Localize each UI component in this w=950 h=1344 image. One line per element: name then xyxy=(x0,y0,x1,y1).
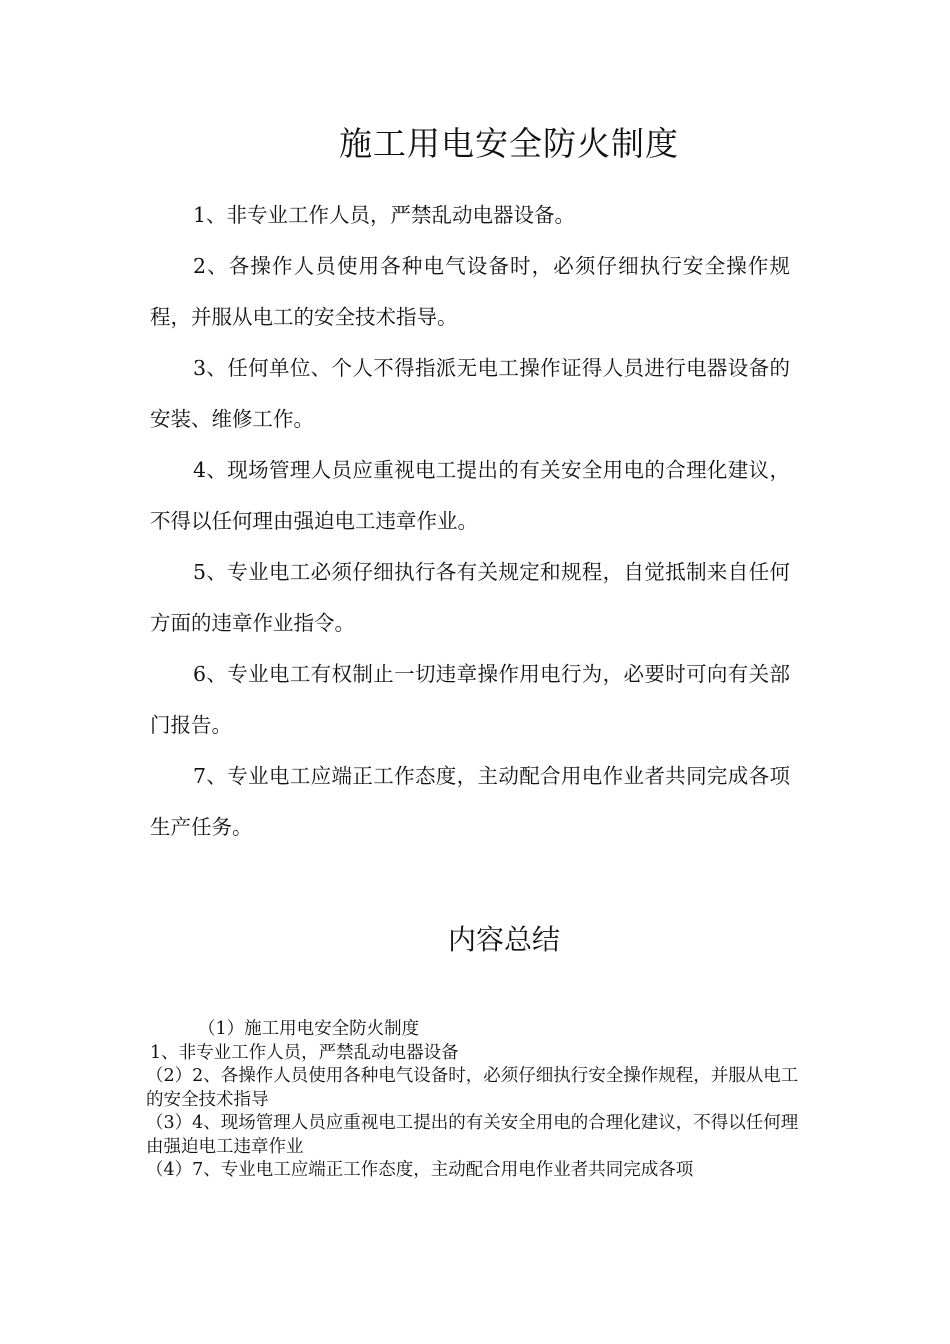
summary-line-3: （2）2、各操作人员使用各种电气设备时，必须仔细执行安全操作规程，并服从电工的安全技术指导 xyxy=(146,1066,799,1110)
rule-item-3: 3、任何单位、个人不得指派无电工操作证得人员进行电器设备的安装、维修工作。 xyxy=(150,356,790,431)
rule-item-4: 4、现场管理人员应重视电工提出的有关安全用电的合理化建议，不得以任何理由强迫电工违章作业。 xyxy=(150,458,790,533)
summary-line-5: （4）7、专业电工应端正工作态度，主动配合用电作业者共同完成各项 xyxy=(146,1160,694,1180)
summary-line-2: 1、非专业工作人员，严禁乱动电器设备 xyxy=(150,1042,459,1063)
rule-item-5: 5、专业电工必须仔细执行各有关规定和规程，自觉抵制来自任何方面的违章作业指令。 xyxy=(150,560,790,635)
summary-title: 内容总结 xyxy=(447,923,560,956)
document-title: 施工用电安全防火制度 xyxy=(339,124,679,163)
summary-line-1: （1）施工用电安全防火制度 xyxy=(198,1019,420,1039)
rule-item-2: 2、各操作人员使用各种电气设备时，必须仔细执行安全操作规程，并服从电工的安全技术指导。 xyxy=(150,254,790,329)
rule-item-6: 6、专业电工有权制止一切违章操作用电行为，必要时可向有关部门报告。 xyxy=(150,662,790,737)
summary-list xyxy=(146,1018,800,1183)
rules-list xyxy=(150,190,790,853)
rule-item-7: 7、专业电工应端正工作态度，主动配合用电作业者共同完成各项生产任务。 xyxy=(150,764,790,839)
rule-item-1: 1、非专业工作人员，严禁乱动电器设备。 xyxy=(193,203,576,227)
summary-line-4: （3）4、现场管理人员应重视电工提出的有关安全用电的合理化建议，不得以任何理由强迫电工违章作业 xyxy=(146,1113,799,1157)
